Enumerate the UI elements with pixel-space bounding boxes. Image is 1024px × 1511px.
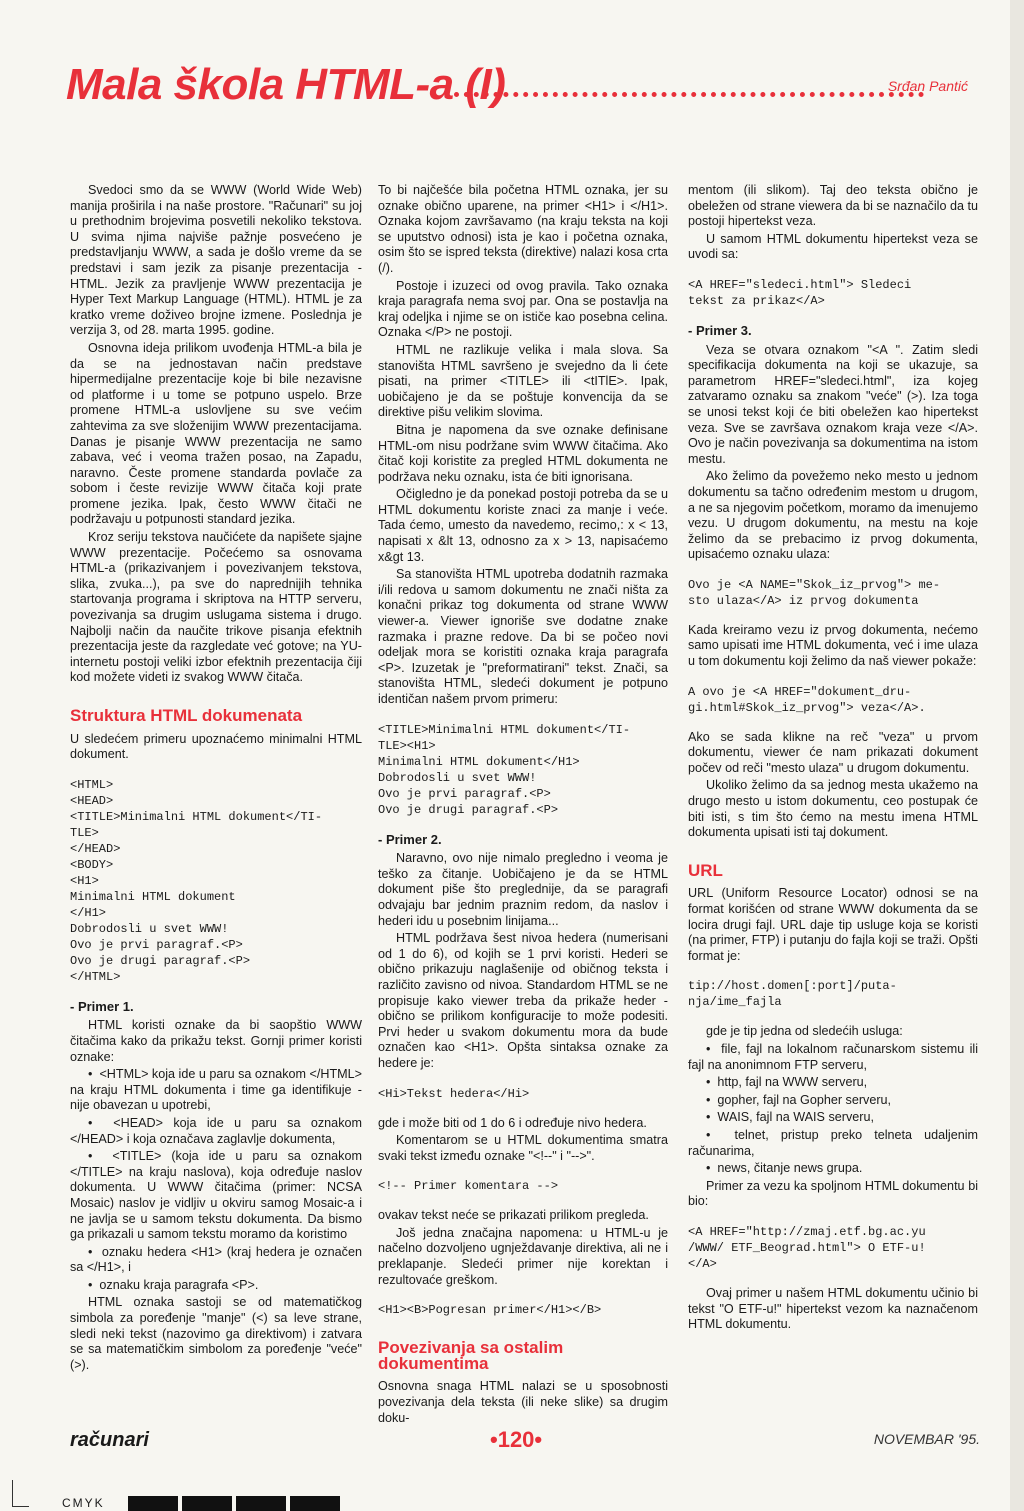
code-block: <HTML> <HEAD> <TITLE>Minimalni HTML dokument</TI- TLE> </HEAD> <BODY> <H1> Minimalni HTML dokument </H1> Dobrodosli u svet WWW! Ovo je prvi paragraf.<P> Ovo je drugi paragraf.<P> </HTML> [70, 777, 323, 984]
section-heading: Struktura HTML dokumenata [70, 706, 303, 725]
paragraph: Osnovna snaga HTML nalazi se u sposobnosti povezivanja dela teksta (ili neke slike) sa drugim doku- [378, 1379, 668, 1425]
paragraph: URL (Uniform Resource Locator) odnosi se na format korišćen od strane WWW dokumenta da se locira drugi fajl. URL daje tip usluge koja se koristi (na primer, FTP) i putanju do fajla koji se traži. Opšti format je: [688, 886, 978, 963]
paragraph: Ukoliko želimo da sa jednog mesta ukažemo na drugo mesto u istom dokumentu, ceo postupak će biti isti, s tim što ćemo na mestu imena HTML dokumenta upisati isti taj dokument. [688, 778, 978, 840]
author-name: Srđan Pantić [887, 78, 968, 94]
page-edge [1010, 0, 1024, 1511]
issue-date: NOVEMBAR '95. [873, 1431, 980, 1447]
code-block: <!-- Primer komentara --> [378, 1179, 559, 1194]
paragraph: gde i može biti od 1 do 6 i određuje nivo hedera. [378, 1115, 647, 1130]
code-block: tip://host.domen[:port]/puta- nja/ime_fajla [688, 979, 897, 1010]
title-dotted-rule [454, 92, 924, 97]
paragraph: Osnovna ideja prilikom uvođenja HTML-a bila je da se na jednostavan način predstave hipermedijalne prezentacije koje bi bile nezavisne od platforme i u tome se potpuno uspelo. Brze promene HTML-a uslovljene su sve većim zahtevima za sve složenijim WWW prezentacijama. Danas je pisanje WWW prezentacija ne samo zabava, već i veoma tražen posao, na Zapadu, naravno. Česte promene standarda povlače za sobom i česte revizije WWW čitača koji prate promene jezika. Ipak, često WWW čitači ne podržavaju u potpunosti standard jezika. [70, 340, 362, 527]
magazine-name: računari [70, 1429, 149, 1451]
paragraph: Kada kreiramo vezu iz prvog dokumenta, nećemo samo upisati ime HTML dokumenta, već i ime ulaza u tom dokumentu koji želimo da naš viewer pokaže: [688, 622, 978, 669]
paragraph: gde je tip jedna od sledećih usluga: [706, 1024, 903, 1039]
paragraph: Sa stanovišta HTML upotreba dodatnih razmaka i/ili redova u samom dokumentu ne znači ništa za konačni prikaz tog dokumenta od strane WWW viewer-a. Viewer ignoriše sve dodatne znake razmaka i prazne redove. Da bi se počeo novi odeljak mora se koristiti oznaka kraja paragrafa <P>. Izuzetak je "preformatirani" tekst. Znači, sa stanovišta HTML, sledeći dokument je potpuno identičan našem prvom primeru: [378, 567, 668, 706]
color-swatch [236, 1496, 286, 1511]
code-block: <Hi>Tekst hedera</Hi> [378, 1086, 530, 1101]
list-item: • telnet, pristup preko telneta udaljenim računarima, [688, 1128, 978, 1159]
code-block: <H1><B>Pogresan primer</H1></B> [378, 1303, 602, 1318]
paragraph: U sledećem primeru upoznaćemo minimalni HTML dokument. [70, 731, 362, 762]
paragraph: Naravno, ovo nije nimalo pregledno i veoma je teško za čitanje. Uobičajeno je da se HTML dokument piše što preglednije, da se paragrafi odvajaju bar jednim praznim redom, da naslov i hederi idu u posebnim linijama... [378, 851, 668, 928]
example-label: - Primer 2. [378, 831, 442, 847]
section-heading: URL [688, 860, 723, 880]
code-block: A ovo je <A HREF="dokument_dru- gi.html#Skok_iz_prvog"> veza</A>. [688, 684, 926, 715]
paragraph: Ovaj primer u našem HTML dokumentu učinio bi tekst "O ETF-u!" hipertekst vezom ka naznačenom HTML dokumentu. [688, 1285, 978, 1332]
code-block: <A HREF="sledeci.html"> Sledeci tekst za prikaz</A> [688, 277, 912, 308]
paragraph: To bi najčešće bila početna HTML oznaka, jer su oznake obično uparene, na primer <H1> i </H1>. Oznaka kojom završavamo (na kraju teksta na koji se uputstvo odnosi) ista je kao i početna oznaka, osim što se ispred teksta (direktive) nalazi kosa crta (/). [378, 183, 668, 275]
list-item: • <TITLE> (koja ide u paru sa oznakom </TITLE> na kraju naslova), koja određuje naslov dokumenta. U WWW čitačima (primer: NCSA Mosaic) naslov je vidljiv u okviru samog Mosaic-a i ne javlja se u samom tekstu dokumenta. Da bismo ga prikazali u samom tekstu moramo da koristimo [70, 1149, 362, 1243]
column-3 [688, 183, 978, 1335]
list-item: • oznaku hedera <H1> (kraj hedera je označen sa </H1>, i [70, 1245, 362, 1276]
paragraph: ovakav tekst neće se prikazati prilikom pregleda. [378, 1208, 649, 1223]
paragraph: Veza se otvara oznakom "<A ". Zatim sledi specifikacija dokumenta na koji se ukazuje, sa parametrom HREF="sledeci.html", iza kojeg zatvaramo oznaku sa znakom "veće" (>). Iza toga se unosi tekst koji će biti obeležen kao hipertekst veza. Sve se završava oznakom kraja veze </A>. Ovo je način povezivanja sa dokumentima na istom mestu. [688, 342, 978, 466]
list-item: • gopher, fajl na Gopher serveru, [688, 1093, 978, 1109]
list-item: • WAIS, fajl na WAIS serveru, [688, 1110, 978, 1126]
paragraph: Primer za vezu ka spoljnom HTML dokumentu bi bio: [688, 1178, 978, 1209]
code-block: Ovo je <A NAME="Skok_iz_prvog"> me- sto ulaza</A> iz prvog dokumenta [688, 577, 941, 608]
paragraph: HTML podržava šest nivoa hedera (numerisani od 1 do 6), od kojih se 1 prvi koristi. Hederi se obično prikazuju naglašenije od običnog teksta i različito zavisno od nivoa. Standardom HTML se ne propisuje kako viewer treba da prikaže heder - obično se prilikom konfiguracije to može podesiti. Prvi heder u svakom dokumentu mora da bude označen kao <H1>. Opšta sintaksa oznake za hedere je: [378, 931, 668, 1070]
article-header [66, 60, 996, 120]
paragraph: HTML ne razlikuje velika i mala slova. Sa stanovišta HTML savršeno je svejedno da li ćete pisati, na primer <TITLE> ili <tITlE>. Ipak, uobičajeno je da se poštuje konvencija da se direktive pišu velikim slovima. [378, 342, 668, 420]
column-1 [70, 183, 362, 1375]
column-2 [378, 183, 668, 1428]
paragraph: Očigledno je da ponekad postoji potreba da se u HTML dokumentu koriste znaci za manje i veće. Tada ćemo, umesto da navedemo, recimo,: x < 13, napisati x &lt 13, odnosno za x > 13, napisaćemo x&gt 13. [378, 487, 668, 564]
section-heading: Povezivanja sa ostalim dokumentima [378, 1338, 564, 1373]
paragraph: Komentarom se u HTML dokumentima smatra svaki tekst između oznake "<!--" i "-->". [378, 1133, 668, 1163]
paragraph: Bitna je napomena da sve oznake definisane HTML-om nisu podržane svim WWW čitačima. Ako čitač koji koristite za pregled HTML dokumenta ne podržava neku oznaku, ista će biti ignorisana. [378, 422, 668, 484]
code-block: <TITLE>Minimalni HTML dokument</TI- TLE><H1> Minimalni HTML dokument</H1> Dobrodosli u svet WWW! Ovo je prvi paragraf.<P> Ovo je drugi paragraf.<P> [378, 722, 631, 817]
color-swatch [128, 1496, 178, 1511]
paragraph: mentom (ili slikom). Taj deo teksta obično je obeležen od strane viewera da bi se naznačilo da tu postoji hipertekst veza. [688, 183, 978, 229]
list-item: • news, čitanje news grupa. [688, 1161, 978, 1177]
code-block: <A HREF="http://zmaj.etf.bg.ac.yu /WWW/ ETF_Beograd.html"> O ETF-u! </A> [688, 1224, 926, 1271]
paragraph: Postoje i izuzeci od ovog pravila. Tako oznaka kraja paragrafa nema svoj par. Ona se postavlja na kraj odeljka i njime se on ističe kao posebna celina. Oznaka </P> ne postoji. [378, 278, 668, 340]
cmyk-label: CMYK [62, 1496, 105, 1510]
paragraph: HTML oznaka sastoji se od matematičkog simbola za poređenje "manje" (<) sa leve strane, sledi neki tekst (nazovimo ga direktivom) i zatvara se sa matematičkim simbolom za poređenje "veće" (>). [70, 1295, 362, 1372]
article-title: Mala škola HTML-a (I) [66, 60, 506, 109]
color-swatch [182, 1496, 232, 1511]
paragraph: HTML koristi oznake da bi saopštio WWW čitačima kako da prikažu tekst. Gornji primer koristi oznake: [70, 1018, 362, 1064]
paragraph: Ako se sada klikne na reč "veza" u prvom dokumentu, viewer će nam prikazati dokument počev od reči "mesto ulaza" u drugom dokumentu. [688, 729, 978, 775]
paragraph: Svedoci smo da se WWW (World Wide Web) manija proširila i na naše prostore. "Računari" su joj u prethodnim brojevima posvetili nekoliko tekstova. U svima njima najviše pažnje posvećeno je predstavljanju WWW, a sada je došlo vreme da se predstavi i sam jezik za pisanje prezentacija - HTML. Jezik za pravljenje WWW prezentacija je Hyper Text Markup Language (HTML). HTML je za kratko vreme doživeo brojne izmene. Poslednja je verzija 3, od 28. marta 1995. godine. [70, 183, 362, 338]
page-number: •120• [490, 1427, 543, 1452]
paragraph: Kroz seriju tekstova naučićete da napišete sjajne WWW prezentacije. Počećemo sa osnovama HTML-a (prikazivanjem i povezivanjem tekstova, slika, zvuka...), pa sve do naprednijih tehnika startovanja programa i skriptova na HTTP serveru, povezivanja sa drugim uslugama sistema i drugo. Najbolji način da naučite trikove pisanja efektnih prezentacija jeste da razgledate već gotove; na YU-internetu postoji veliki izbor efektnih prezentacija čiji kod možete videti iz svakog WWW čitača. [70, 530, 362, 685]
example-label: - Primer 1. [70, 998, 134, 1014]
paragraph: Još jedna značajna napomena: u HTML-u je načelno dozvoljeno ugnježdavanje direktiva, ali ne i preklapanje. Sledeći primer nije korektan i rezultovaće greškom. [378, 1225, 668, 1287]
cmyk-color-bar [0, 1494, 360, 1511]
list-item: • oznaku kraja paragrafa <P>. [70, 1278, 362, 1294]
paragraph: Ako želimo da povežemo neko mesto u jednom dokumentu sa tačno određenim mestom u drugom, a ne sa njegovim početkom, moramo da imenujemo vezu. U drugom dokumentu, na mestu na koje želimo da se prebacimo iz prvog dokumenta, upisaćemo oznaku ulaza: [688, 469, 978, 562]
list-item: • file, fajl na lokalnom računarskom sistemu ili fajl na anonimnom FTP serveru, [688, 1042, 978, 1073]
page-footer [70, 1427, 980, 1467]
list-item: • http, fajl na WWW serveru, [688, 1075, 978, 1091]
paragraph: U samom HTML dokumentu hipertekst veza se uvodi sa: [688, 231, 978, 262]
list-item: • <HTML> koja ide u paru sa oznakom </HTML> na kraju HTML dokumenta i time ga identifikuje - nije obavezan u upotrebi, [70, 1067, 362, 1114]
color-swatch [290, 1496, 340, 1511]
example-label: - Primer 3. [688, 322, 752, 338]
list-item: • <HEAD> koja ide u paru sa oznakom </HEAD> i koja označava zaglavlje dokumenta, [70, 1116, 362, 1147]
